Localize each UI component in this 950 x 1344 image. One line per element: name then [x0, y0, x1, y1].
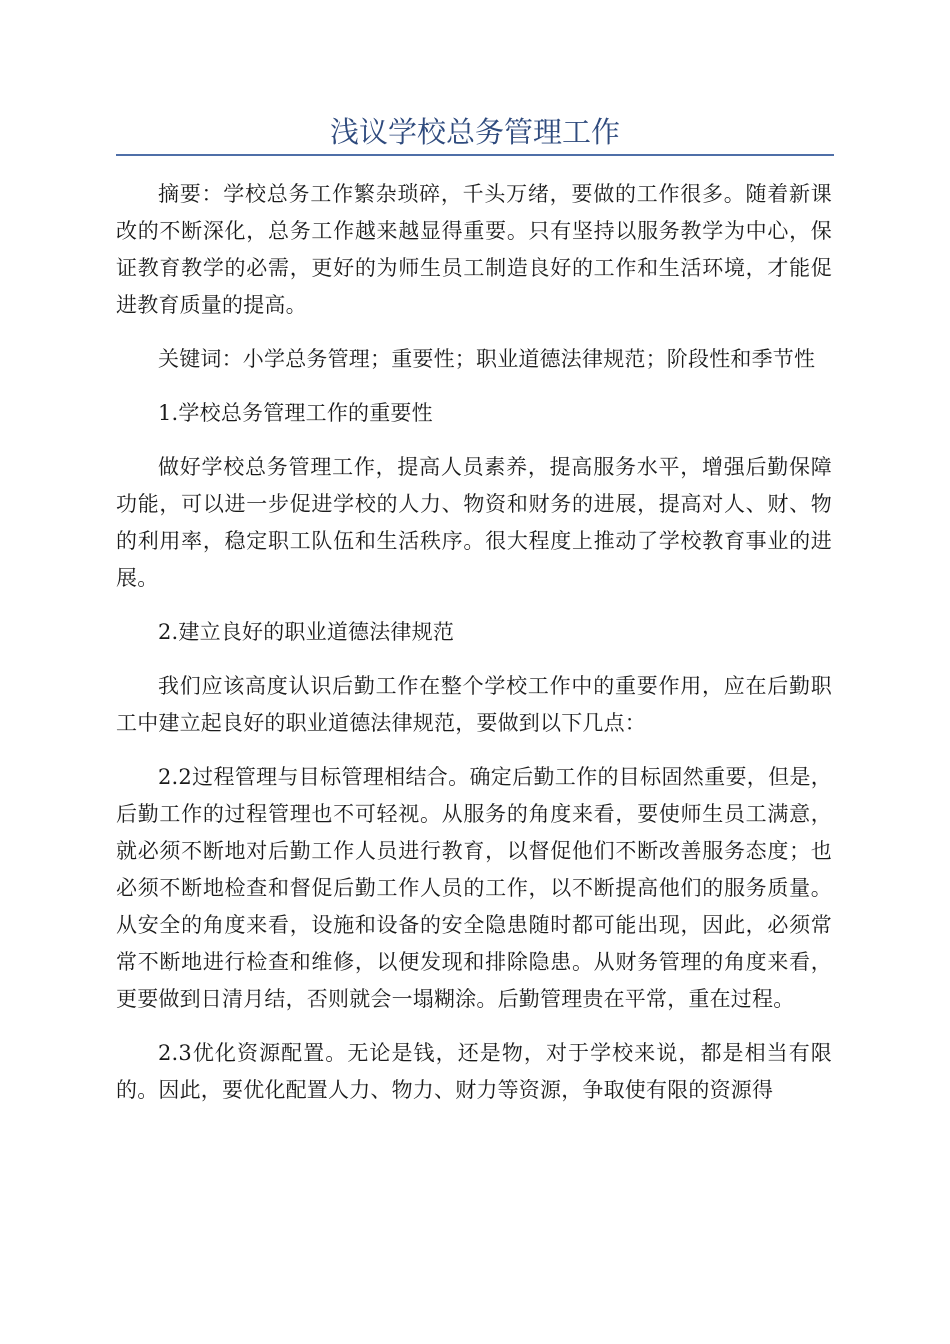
document-title: 浅议学校总务管理工作 [329, 115, 620, 149]
body-paragraph: 做好学校总务管理工作，提高人员素养，提高服务水平，增强后勤保障功能，可以进一步促进学校的人力、物资和财务的进展，提高对人、财、物的利用率，稳定职工队伍和生活秩序。很大程度上推动了学校教育事业的进展。 [116, 455, 832, 590]
keywords-paragraph: 关键词：小学总务管理；重要性；职业道德法律规范；阶段性和季节性 [158, 347, 816, 371]
body-paragraph: 我们应该高度认识后勤工作在整个学校工作中的重要作用，应在后勤职工中建立起良好的职业道德法律规范，要做到以下几点： [116, 674, 832, 735]
document-body [116, 176, 832, 1126]
title-underline [116, 154, 834, 156]
section-heading-1: 1.学校总务管理工作的重要性 [158, 401, 433, 425]
subsection-2-3-paragraph: 2.3优化资源配置。无论是钱，还是物，对于学校来说，都是相当有限的。因此，要优化配置人力、物力、财力等资源，争取使有限的资源得 [116, 1041, 832, 1102]
abstract-paragraph: 摘要：学校总务工作繁杂琐碎，千头万绪，要做的工作很多。随着新课改的不断深化，总务工作越来越显得重要。只有坚持以服务教学为中心，保证教育教学的必需，更好的为师生员工制造良好的工作和生活环境，才能促进教育质量的提高。 [116, 182, 832, 317]
section-heading-2: 2.建立良好的职业道德法律规范 [158, 620, 455, 644]
subsection-2-2-paragraph: 2.2过程管理与目标管理相结合。确定后勤工作的目标固然重要，但是，后勤工作的过程管理也不可轻视。从服务的角度来看，要使师生员工满意，就必须不断地对后勤工作人员进行教育，以督促他们不断改善服务态度；也必须不断地检查和督促后勤工作人员的工作，以不断提高他们的服务质量。从安全的角度来看，设施和设备的安全隐患随时都可能出现，因此，必须常常不断地进行检查和维修，以便发现和排除隐患。从财务管理的角度来看，更要做到日清月结，否则就会一塌糊涂。后勤管理贵在平常，重在过程。 [116, 765, 832, 1011]
